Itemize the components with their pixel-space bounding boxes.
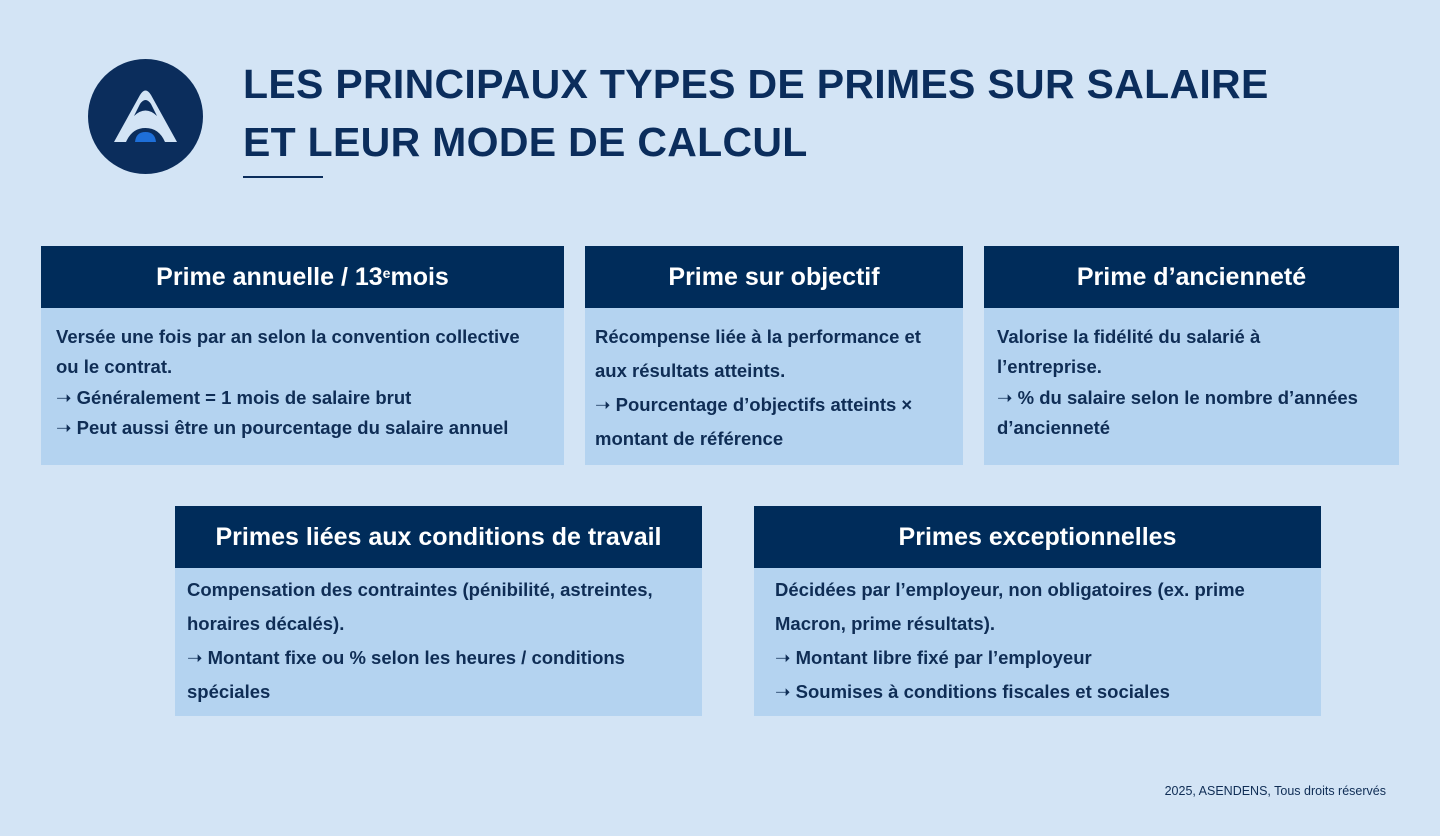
- card-primes-exceptionnelles: [754, 506, 1321, 716]
- card-prime-anciennete: [984, 246, 1399, 465]
- card-prime-objectif: [585, 246, 963, 465]
- card-prime-annuelle: [41, 246, 564, 465]
- card-text-line: l’entreprise.: [997, 356, 1102, 378]
- card-header: [754, 506, 1321, 568]
- card-text-line: aux résultats atteints.: [595, 360, 786, 381]
- card-header: [175, 506, 702, 568]
- card-text-line: Versée une fois par an selon la convention collective: [56, 326, 520, 347]
- card-text-line: Valorise la fidélité du salarié à: [997, 326, 1261, 347]
- card-title: Prime d’ancienneté: [1076, 262, 1307, 291]
- card-text-line: Compensation des contraintes (pénibilité, astreintes,: [187, 579, 653, 600]
- card-text-line: Décidées par l’employeur, non obligatoires (ex. prime: [775, 579, 1245, 600]
- card-title-suffix: mois: [390, 262, 449, 291]
- card-text-line: Récompense liée à la performance et: [595, 326, 921, 347]
- card-primes-conditions-travail: [175, 506, 702, 716]
- card-title: Prime sur objectif: [668, 262, 880, 291]
- card-text-line: montant de référence: [595, 428, 784, 449]
- card-header: [585, 246, 963, 308]
- card-text-line: ➝ Montant libre fixé par l’employeur: [775, 647, 1092, 668]
- title-underline: [243, 176, 323, 178]
- card-body: [585, 308, 963, 465]
- card-text-line: ➝ Peut aussi être un pourcentage du salaire annuel: [56, 416, 509, 438]
- card-title: Prime annuelle / 13: [156, 262, 383, 291]
- asendens-logo-icon: [88, 59, 203, 174]
- card-text-line: spéciales: [187, 681, 271, 702]
- card-text-line: ou le contrat.: [56, 356, 173, 378]
- card-text-line: ➝ Montant fixe ou % selon les heures / conditions: [187, 647, 625, 668]
- card-text-line: horaires décalés).: [187, 613, 345, 634]
- page-title: [243, 55, 1373, 171]
- title-line-1: LES PRINCIPAUX TYPES DE PRIMES SUR SALAIRE: [243, 61, 1269, 107]
- title-line-2: ET LEUR MODE DE CALCUL: [243, 119, 808, 165]
- card-title: Primes exceptionnelles: [898, 522, 1177, 551]
- card-body: [754, 568, 1321, 716]
- card-title-superscript: e: [382, 265, 391, 281]
- card-text-line: d’ancienneté: [997, 416, 1111, 438]
- card-text-line: ➝ Généralement = 1 mois de salaire brut: [56, 386, 412, 408]
- card-title: Primes liées aux conditions de travail: [215, 522, 662, 551]
- card-text-line: ➝ Soumises à conditions fiscales et sociales: [775, 681, 1170, 702]
- card-body: [41, 308, 564, 465]
- copyright-footer: 2025, ASENDENS, Tous droits réservés: [1164, 784, 1386, 798]
- card-body: [984, 308, 1399, 465]
- card-text-line: Macron, prime résultats).: [775, 613, 996, 634]
- card-text-line: ➝ Pourcentage d’objectifs atteints ×: [595, 394, 913, 415]
- card-header: [984, 246, 1399, 308]
- card-body: [175, 568, 702, 716]
- card-text-line: ➝ % du salaire selon le nombre d’années: [997, 386, 1358, 408]
- card-header: [41, 246, 564, 308]
